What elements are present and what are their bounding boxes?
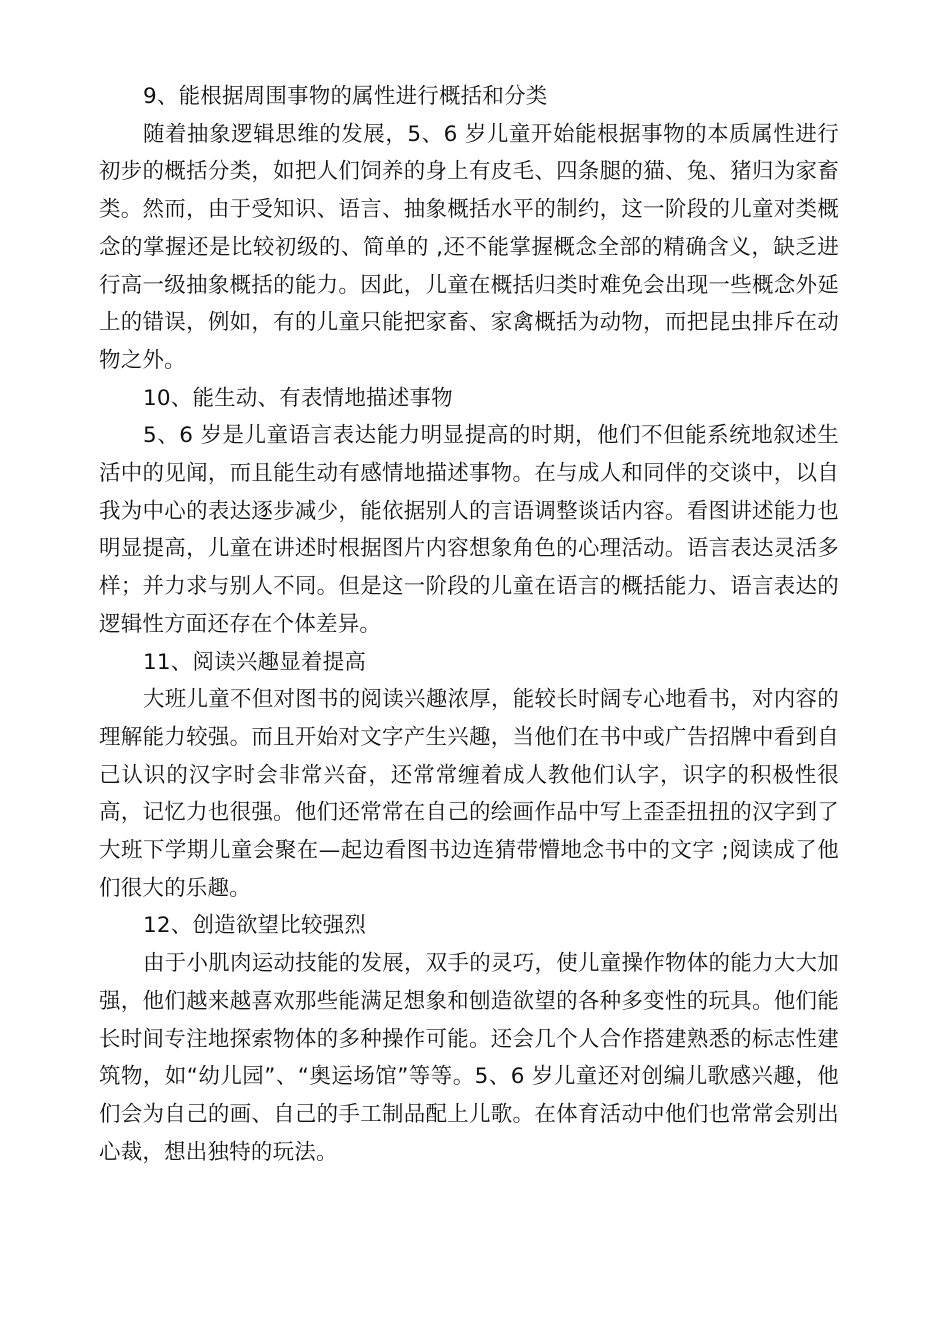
section-paragraph-10: 5、6 岁是儿童语言表达能力明显提高的时期，他们不但能系统地叙述生活中的见闻，而且能生动有感情地描述事物。在与成人和同伴的交谈中，以自我为中心的表达逐步减少，能依据别人的言语调整谈话内容。看图讲述能力也明显提高，儿童在讲述时根据图片内容想象角色的心理活动。语言表达灵活多样；并力求与别人不同。但是这一阶段的儿童在语言的概括能力、语言表达的逻辑性方面还存在个体差异。 [99,423,839,637]
section-heading-9: 9、能根据周围事物的属性进行概括和分类 [143,84,548,109]
section-heading-10: 10、能生动、有表情地描述事物 [143,385,453,411]
section-heading-11: 11、阅读兴趣显着提高 [143,649,367,675]
document-content [99,78,839,1171]
section-paragraph-9: 随着抽象逻辑思维的发展，5、6 岁儿童开始能根据事物的本质属性进行初步的概括分类，如把人们饲养的身上有皮毛、四条腿的猫、兔、猪归为家畜类。然而，由于受知识、语言、抽象概括水平的制约，这一阶段的儿童对类概念的掌握还是比较初级的、简单的 ,还不能掌握概念全部的精确含义，缺乏进行高一级抽象概括的能力。因此，儿童在概括归类时难免会出现一些概念外延上的错误，例如，有的儿童只能把家畜、家禽概括为动物，而把昆虫排斥在动物之外。 [99,121,839,373]
section-paragraph-12: 由于小肌肉运动技能的发展，双手的灵巧，使儿童操作物体的能力大大加强，他们越来越喜欢那些能满足想象和刨造欲望的各种多变性的玩具。他们能长时间专注地探索物体的多种操作可能。还会几个人合作搭建熟悉的标志性建筑物，如“幼儿园”、“奥运场馆”等等。5、6 岁儿童还对创编儿歌感兴趣，他们会为自己的画、自己的手工制品配上儿歌。在体育活动中他们也常常会别出心裁，想出独特的玩法。 [99,951,839,1165]
section-heading-12: 12、创造欲望比较强烈 [143,913,367,939]
section-paragraph-11: 大班儿童不但对图书的阅读兴趣浓厚，能较长时阔专心地看书，对内容的理解能力较强。而且开始对文字产生兴趣，当他们在书中或广告招牌中看到自己认识的汉字时会非常兴奋，还常常缠着成人教他们认字，识字的积极性很高，记忆力也很强。他们还常常在自己的绘画作品中写上歪歪扭扭的汉字到了大班下学期儿童会聚在—起边看图书边连猜带懵地念书中的文字 ;阅读成了他们很大的乐趣。 [99,687,839,901]
